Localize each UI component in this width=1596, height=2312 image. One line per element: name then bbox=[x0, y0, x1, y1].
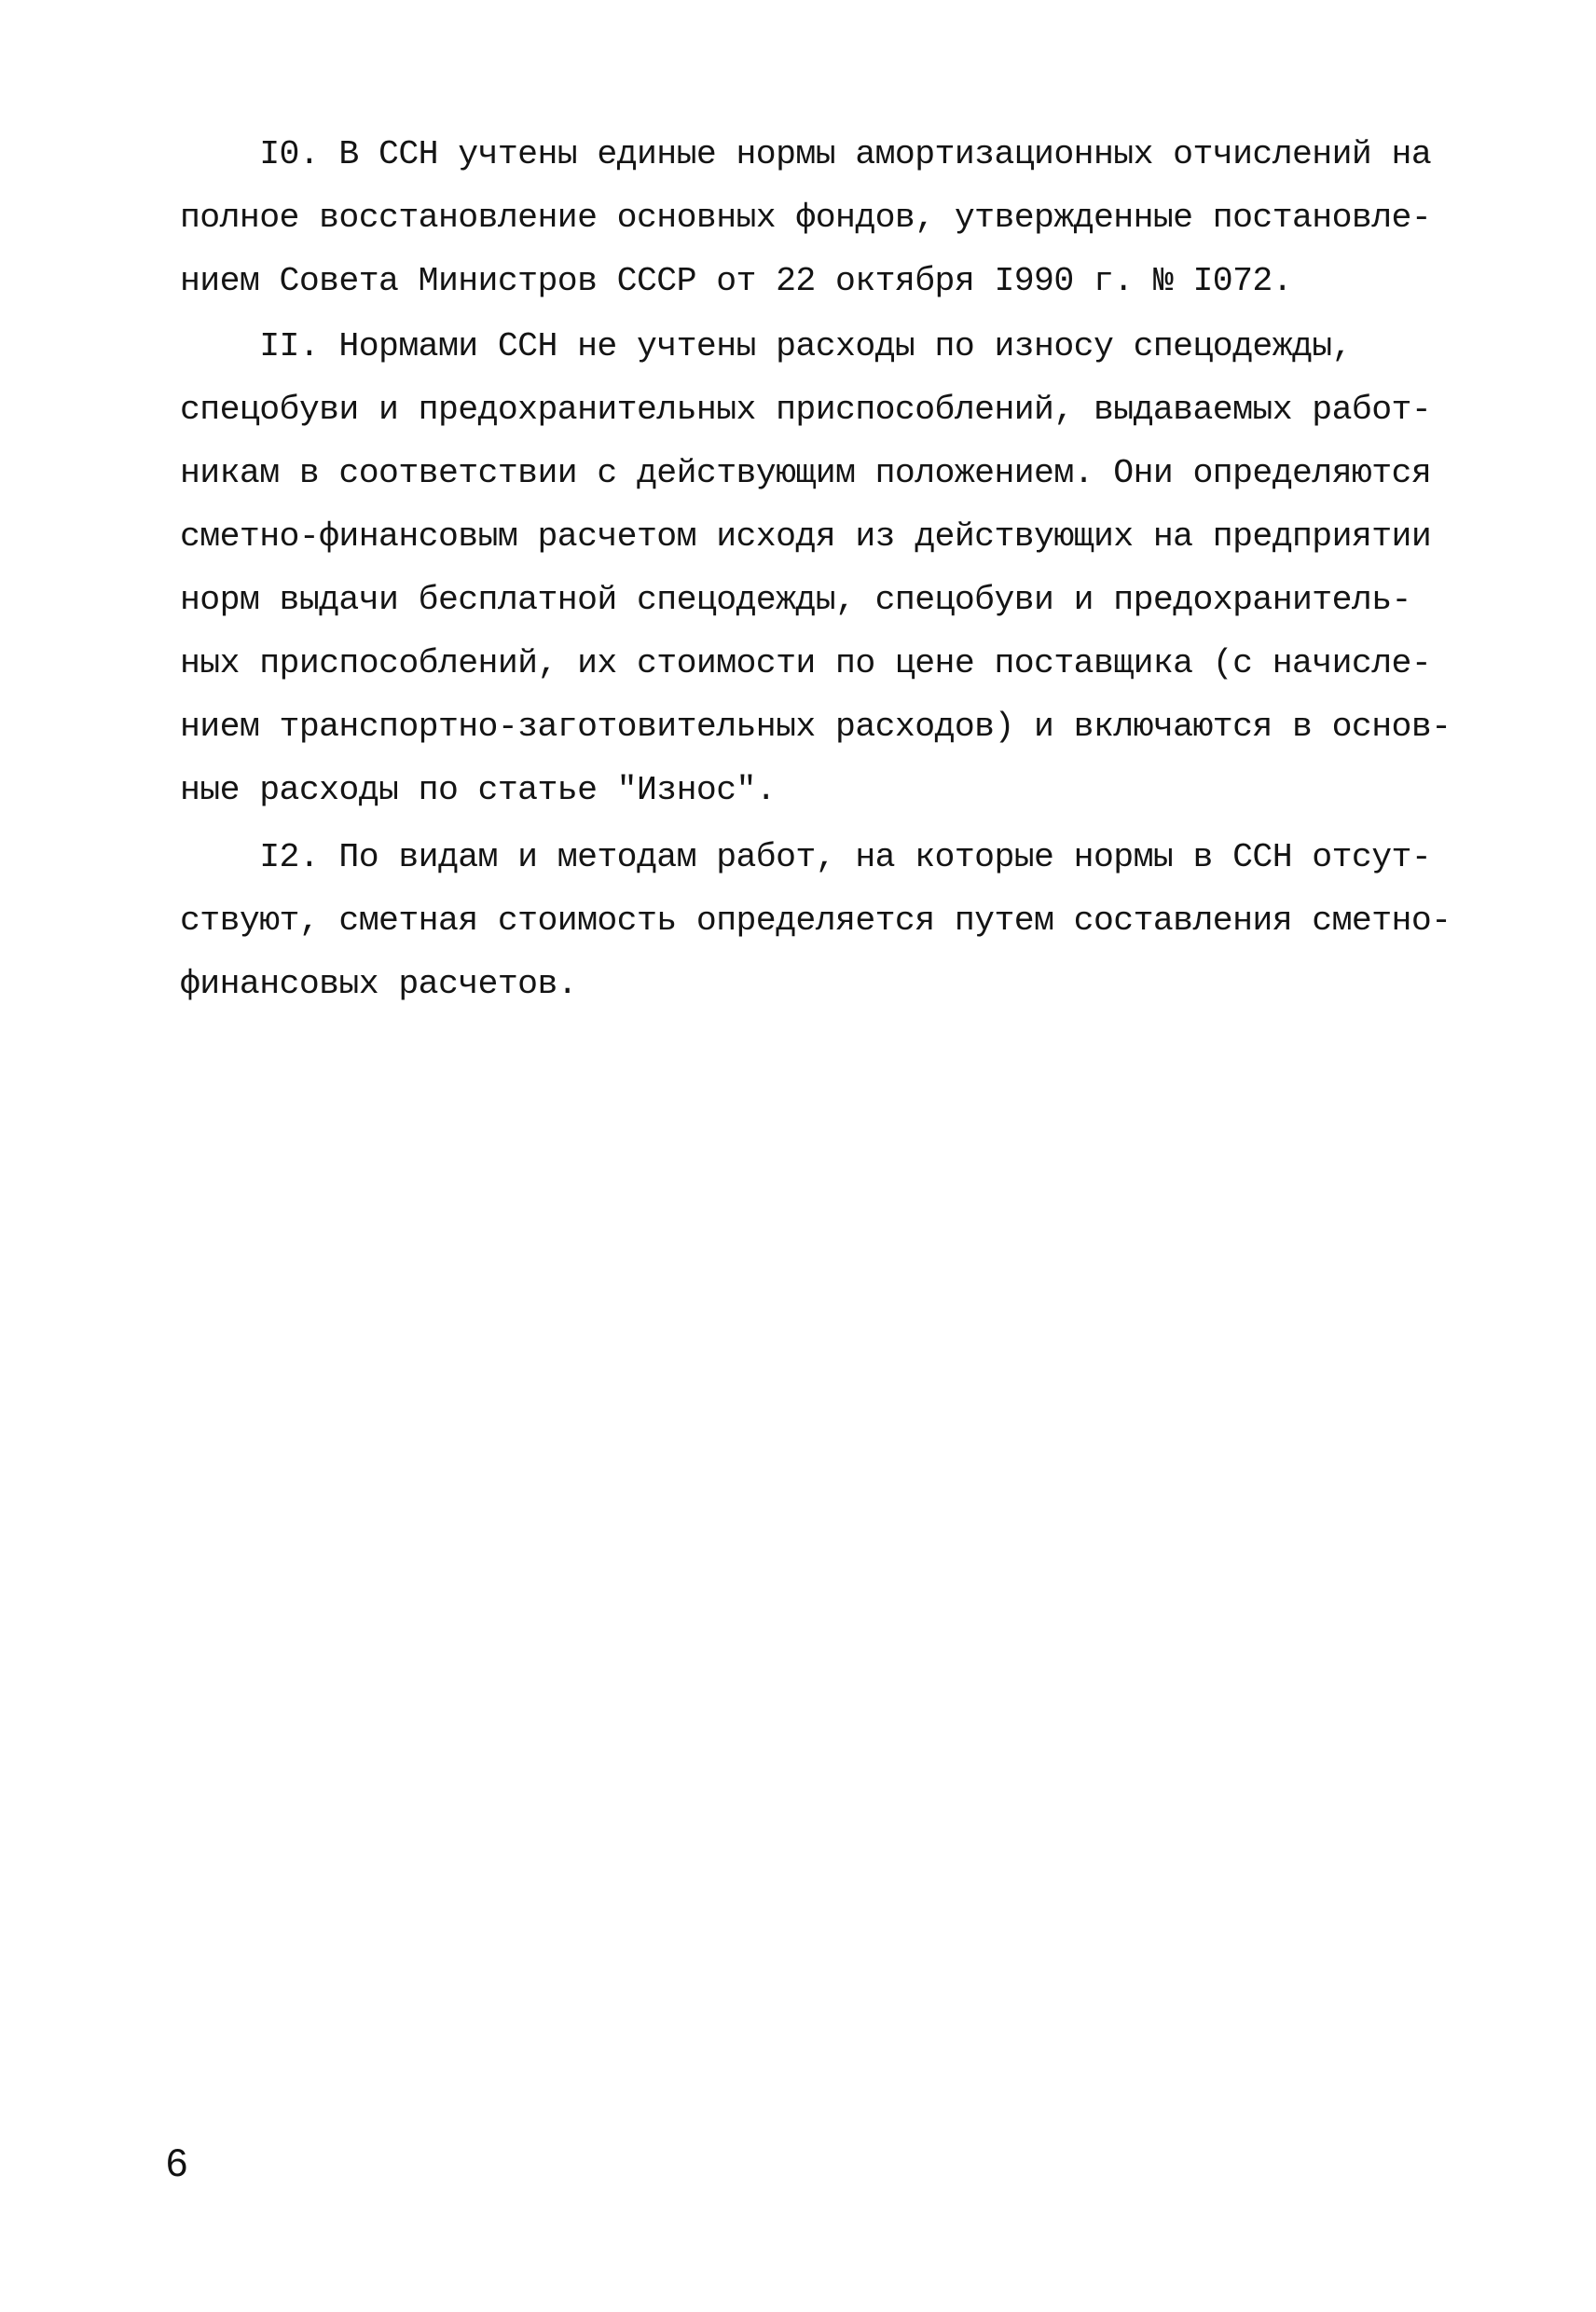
paragraph-11-line-4: сметно-финансовым расчетом исходя из действующих на предприятии bbox=[180, 517, 1432, 556]
paragraph-11-line-2: спецобуви и предохранительных приспособлений, выдаваемых работ- bbox=[180, 391, 1432, 429]
paragraph-12-line-1: I2. По видам и методам работ, на которые нормы в ССН отсут- bbox=[180, 838, 1432, 876]
paragraph-10-line-3: нием Совета Министров СССР от 22 октября I990 г. № I072. bbox=[180, 262, 1293, 300]
paragraph-11-line-6: ных приспособлений, их стоимости по цене поставщика (с начисле- bbox=[180, 644, 1432, 682]
paragraph-12-line-2: ствуют, сметная стоимость определяется путем составления сметно- bbox=[180, 901, 1452, 940]
paragraph-11-line-5: норм выдачи бесплатной спецодежды, спецобуви и предохранитель- bbox=[180, 581, 1411, 619]
page-number: 6 bbox=[166, 2140, 188, 2184]
paragraph-10-line-2: полное восстановление основных фондов, утвержденные постановле- bbox=[180, 199, 1432, 237]
paragraph-12-line-3: финансовых расчетов. bbox=[180, 965, 578, 1003]
paragraph-11-line-3: никам в соответствии с действующим положением. Они определяются bbox=[180, 454, 1432, 492]
paragraph-11-line-1: II. Нормами ССН не учтены расходы по износу спецодежды, bbox=[180, 327, 1352, 365]
paragraph-10-line-1: I0. В ССН учтены единые нормы амортизационных отчислений на bbox=[180, 135, 1432, 173]
paragraph-11-line-8: ные расходы по статье "Износ". bbox=[180, 771, 777, 809]
paragraph-11-line-7: нием транспортно-заготовительных расходов) и включаются в основ- bbox=[180, 708, 1452, 746]
